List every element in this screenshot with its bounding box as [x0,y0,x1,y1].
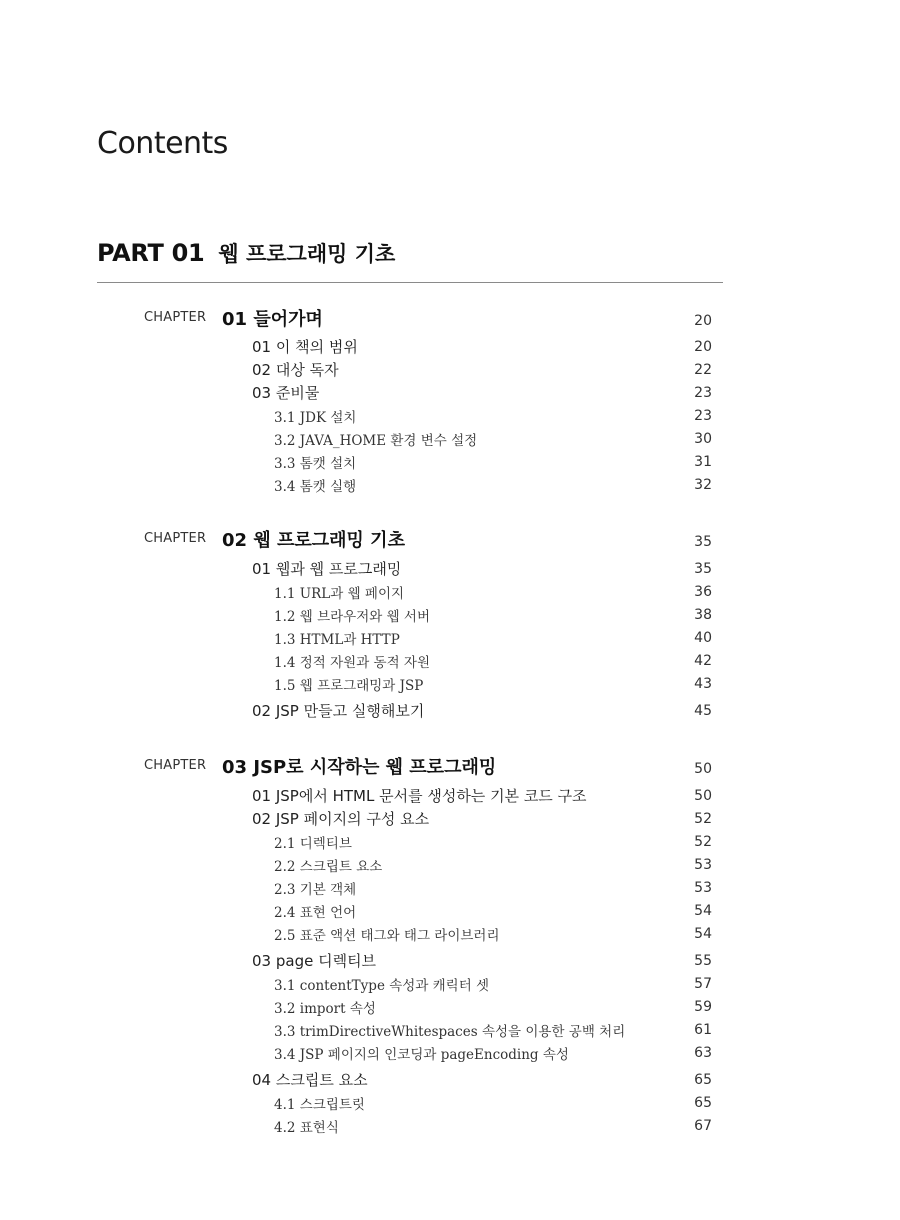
subsection-title: 4.1 스크립트릿 [274,1097,365,1113]
subsection-row [0,1042,900,1064]
subsection-title: 3.1 contentType 속성과 캐릭터 셋 [274,978,490,994]
section-title: 01 웹과 웹 프로그래밍 [252,560,402,578]
page-number: 23 [694,385,712,401]
page-number: 59 [694,999,712,1015]
page-number: 50 [694,761,712,777]
subsection-row [0,474,900,496]
subsection-row [0,650,900,672]
section-title: 04 스크립트 요소 [252,1071,368,1089]
subsection-title: 3.3 trimDirectiveWhitespaces 속성을 이용한 공백 처리 [274,1024,626,1040]
subsection-row [0,1019,900,1041]
page-number: 38 [694,607,712,623]
chapter-label: CHAPTER [144,758,207,773]
section-title: 01 JSP에서 HTML 문서를 생성하는 기본 코드 구조 [252,787,587,805]
page-number: 54 [694,903,712,919]
chapter-title: 01 들어가며 [222,309,323,330]
subsection-title: 3.4 JSP 페이지의 인코딩과 pageEncoding 속성 [274,1047,569,1063]
page-title: Contents [97,126,228,161]
subsection-title: 1.5 웹 프로그래밍과 JSP [274,678,424,694]
page-number: 57 [694,976,712,992]
page-number: 35 [694,534,712,550]
subsection-title: 1.4 정적 자원과 동적 자원 [274,655,431,671]
subsection-title: 2.3 기본 객체 [274,882,357,898]
subsection-row [0,996,900,1018]
page-number: 23 [694,408,712,424]
page-number: 45 [694,703,712,719]
subsection-title: 1.1 URL과 웹 페이지 [274,586,405,602]
subsection-title: 3.2 import 속성 [274,1001,376,1017]
page-number: 53 [694,857,712,873]
part-label: PART 01 [97,239,205,267]
section-title: 02 JSP 페이지의 구성 요소 [252,810,430,828]
subsection-row [0,831,900,853]
subsection-title: 1.2 웹 브라우저와 웹 서버 [274,609,431,625]
chapter-label: CHAPTER [144,531,207,546]
section-row [0,558,900,580]
page-number: 50 [694,788,712,804]
chapter-row [0,310,900,332]
chapter-title: 03 JSP로 시작하는 웹 프로그래밍 [222,757,497,778]
subsection-title: 3.3 톰캣 설치 [274,456,357,472]
subsection-row [0,923,900,945]
page-number: 52 [694,811,712,827]
section-row [0,700,900,722]
page-number: 55 [694,953,712,969]
subsection-row [0,1115,900,1137]
section-row [0,382,900,404]
page-number: 43 [694,676,712,692]
subsection-title: 1.3 HTML과 HTTP [274,632,400,648]
page-number: 61 [694,1022,712,1038]
page-number: 36 [694,584,712,600]
subsection-title: 2.4 표현 언어 [274,905,357,921]
section-title: 03 page 디렉티브 [252,952,377,970]
subsection-row [0,1092,900,1114]
section-row [0,1069,900,1091]
subsection-row [0,854,900,876]
part-title: 웹 프로그래밍 기초 [218,242,396,266]
subsection-title: 2.5 표준 액션 태그와 태그 라이브러리 [274,928,500,944]
chapter-label: CHAPTER [144,310,207,325]
page-number: 42 [694,653,712,669]
section-row [0,950,900,972]
subsection-title: 3.4 톰캣 실행 [274,479,357,495]
chapter-row [0,758,900,780]
chapter-row [0,531,900,553]
page-number: 31 [694,454,712,470]
subsection-row [0,451,900,473]
page-number: 53 [694,880,712,896]
subsection-row [0,877,900,899]
subsection-row [0,428,900,450]
page-number: 20 [694,313,712,329]
page-number: 35 [694,561,712,577]
page-number: 40 [694,630,712,646]
section-row [0,359,900,381]
page-number: 22 [694,362,712,378]
page-number: 67 [694,1118,712,1134]
page-number: 32 [694,477,712,493]
subsection-row [0,673,900,695]
page-number: 65 [694,1095,712,1111]
subsection-row [0,405,900,427]
subsection-title: 2.2 스크립트 요소 [274,859,383,875]
section-title: 03 준비물 [252,384,320,402]
subsection-title: 3.2 JAVA_HOME 환경 변수 설정 [274,433,478,449]
page-number: 52 [694,834,712,850]
page-number: 30 [694,431,712,447]
section-row [0,808,900,830]
page-number: 20 [694,339,712,355]
chapter-title: 02 웹 프로그래밍 기초 [222,530,405,551]
section-row [0,785,900,807]
section-title: 01 이 책의 범위 [252,338,358,356]
page-number: 65 [694,1072,712,1088]
page-number: 63 [694,1045,712,1061]
subsection-row [0,973,900,995]
subsection-title: 2.1 디렉티브 [274,836,352,852]
section-title: 02 JSP 만들고 실행해보기 [252,702,425,720]
subsection-row [0,627,900,649]
page-number: 54 [694,926,712,942]
subsection-title: 4.2 표현식 [274,1120,339,1136]
section-row [0,336,900,358]
subsection-row [0,604,900,626]
subsection-row [0,581,900,603]
section-title: 02 대상 독자 [252,361,339,379]
subsection-title: 3.1 JDK 설치 [274,410,357,426]
subsection-row [0,900,900,922]
